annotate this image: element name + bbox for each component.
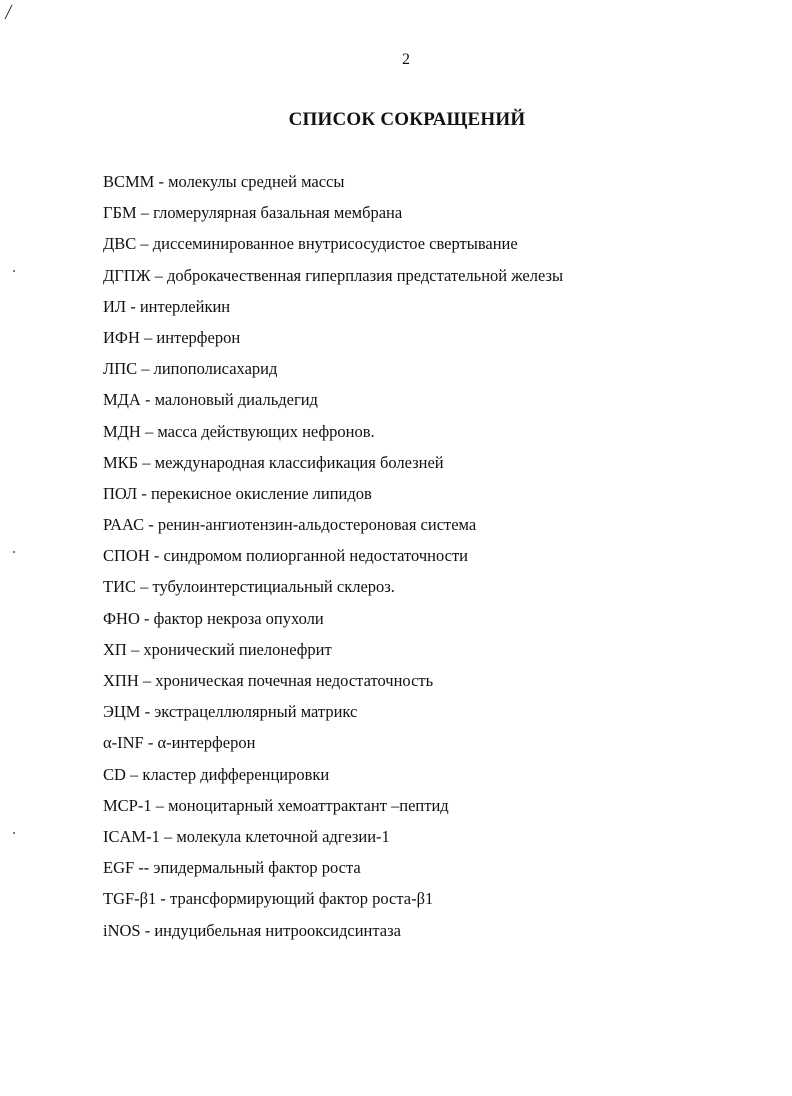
scan-margin-dot — [13, 832, 15, 834]
list-item: ДГПЖ – доброкачественная гиперплазия предстательной железы — [103, 265, 564, 285]
list-item: α-INF - α-интерферон — [103, 733, 256, 753]
list-item: ИФН – интерферон — [103, 327, 241, 347]
list-item: МДА - малоновый диальдегид — [103, 390, 318, 410]
list-item: CD – кластер дифференцировки — [103, 764, 330, 784]
scan-margin-dot — [13, 270, 15, 272]
list-item: МКБ – международная классификация болезней — [103, 452, 444, 472]
list-item: ПОЛ - перекисное окисление липидов — [103, 483, 372, 503]
list-item: ТИС – тубулоинтерстициальный склероз. — [103, 577, 395, 597]
list-item: СПОН - синдромом полиорганной недостаточности — [103, 546, 468, 566]
list-item: TGF-β1 - трансформирующий фактор роста-β1 — [103, 889, 434, 909]
list-item: ЭЦМ - экстрацеллюлярный матрикс — [103, 702, 358, 722]
list-item: ХП – хронический пиелонефрит — [103, 639, 332, 659]
list-item: РААС - ренин-ангиотензин-альдостероновая система — [103, 515, 477, 535]
list-item: ДВС – диссеминированное внутрисосудистое свертывание — [103, 234, 518, 254]
abbreviation-list — [103, 171, 563, 951]
list-item: MCP-1 – моноцитарный хемоаттрактант –пептид — [103, 795, 449, 815]
list-item: ФНО - фактор некроза опухоли — [103, 608, 324, 628]
list-item: ВСММ - молекулы средней массы — [103, 172, 345, 191]
list-item: ICAM-1 – молекула клеточной адгезии-1 — [103, 826, 390, 846]
list-item: ИЛ - интерлейкин — [103, 296, 231, 316]
corner-pen-mark — [4, 4, 14, 20]
list-item: ЛПС – липополисахарид — [103, 359, 278, 379]
page-number: 2 — [402, 51, 410, 68]
page-title: СПИСОК СОКРАЩЕНИЙ — [288, 109, 526, 130]
list-item: ГБМ – гломерулярная базальная мембрана — [103, 203, 403, 223]
list-item: МДН – масса действующих нефронов. — [103, 421, 375, 441]
list-item: iNOS - индуцибельная нитрооксидсинтаза — [103, 920, 401, 940]
list-item: ХПН – хроническая почечная недостаточность — [103, 671, 434, 690]
list-item: EGF -- эпидермальный фактор роста — [103, 858, 361, 878]
scan-margin-dot — [13, 551, 15, 553]
